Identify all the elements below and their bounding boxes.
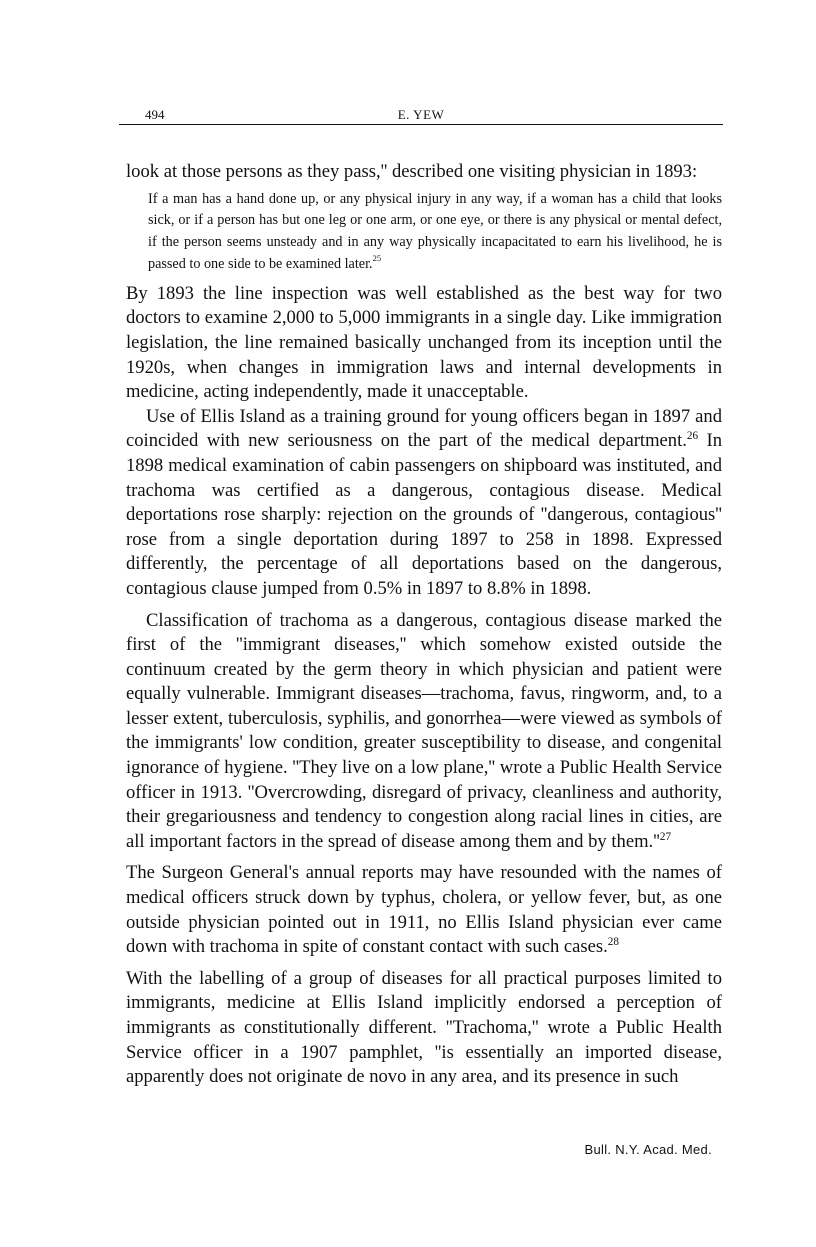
journal-footer: Bull. N.Y. Acad. Med. [584,1142,712,1157]
block-quote [148,189,722,276]
running-head: E. YEW [397,107,445,122]
paragraph-text: In 1898 medical examination of cabin passengers on shipboard was instituted, and trachoma was certified as a dangerous, contagious disease. Medical deportations rose sharply: rejection on the grounds of ''dangerous, contagious'' rose from a single deportation during 1897 to 258 in 1898. Expressed differently, the percentage of all deportations based on the dangerous, contagious clause jumped from 0.5% in 1897 to 8.8% in 1898. [126,430,722,599]
quote-text: If a man has a hand done up, or any physical injury in any way, if a woman has a child that looks sick, or if a person has but one leg or one arm, or one eye, or there is any physical or mental defect, if the person seems unsteady and in any way physically incapacitated to earn his livelihood, he is passed to one side to be examined later. [148,190,722,272]
paragraph [126,405,722,602]
article-body [126,160,722,1090]
footnote-ref: 27 [659,830,672,843]
paragraph-continuation [126,160,722,185]
header-rule [119,124,723,125]
paragraph [126,282,722,405]
paragraph-text: By 1893 the line inspection was well established as the best way for two doctors to examine 2,000 to 5,000 immigrants in a single day. Like immigration legislation, the line remained basically unchanged from its inception until the 1920s, when changes in immigration laws and internal developments in medicine, acting independently, made it unacceptable. [126,282,722,403]
footnote-ref: 25 [372,252,382,263]
paragraph-text: The Surgeon General's annual reports may have resounded with the names of medical officers struck down by typhus, cholera, or yellow fever, but, as one outside physician pointed out in 1911, no Ellis Island physician ever came down with trachoma in spite of constant contact with such cases. [126,862,722,958]
footnote-ref: 26 [686,430,699,443]
paragraph-text: look at those persons as they pass,'' described one visiting physician in 1893: [126,161,698,182]
paragraph [126,609,722,855]
page-header [119,101,723,123]
paragraph [126,967,722,1090]
paragraph-text: With the labelling of a group of diseases for all practical purposes limited to immigrants, medicine at Ellis Island implicitly endorsed a perception of immigrants as constitutionally different. ''Trachoma,'' wrote a Public Health Service officer in a 1907 pamphlet, ''is essentially an imported disease, apparently does not originate de novo in any area, and its presence in such [126,967,722,1088]
paragraph-text: Use of Ellis Island as a training ground for young officers began in 1897 and coincided with new seriousness on the part of the medical department. [126,405,722,452]
page-number: 494 [145,107,165,122]
footnote-ref: 28 [607,936,619,949]
paragraph-text: Classification of trachoma as a dangerous, contagious disease marked the first of the ''immigrant diseases,'' which somehow existed outside the continuum created by the germ theory in which physician and patient were equally vulnerable. Immigrant diseases—trachoma, favus, ringworm, and, to a lesser extent, tuberculosis, syphilis, and gonorrhea—were viewed as symbols of the immigrants' low condition, greater susceptibility to disease, and congenital ignorance of hygiene. ''They live on a low plane,'' wrote a Public Health Service officer in 1913. ''Overcrowding, disregard of privacy, cleanliness and authority, their gregariousness and tendency to congestion along racial lines in cities, are all important factors in the spread of disease among them and by them.'' [126,609,722,852]
paragraph [126,861,722,959]
